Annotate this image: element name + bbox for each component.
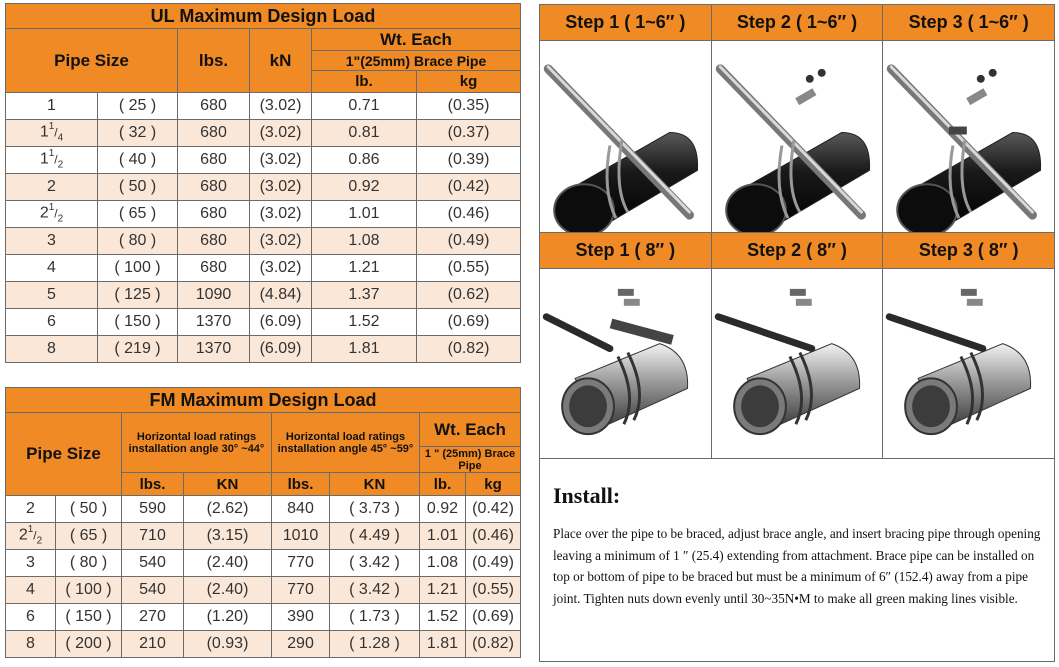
pipe-size-whole: 6 xyxy=(47,313,56,330)
pipe-size-mm-cell: ( 80 ) xyxy=(56,550,122,577)
fm-wt-each-header: Wt. Each xyxy=(420,413,521,447)
pipe-size-whole: 2 xyxy=(18,526,28,544)
weight-lb-cell: 1.08 xyxy=(312,228,417,255)
pipe-size-whole: 1 xyxy=(39,150,49,168)
lbs-45-cell: 770 xyxy=(272,577,330,604)
steps-small-images xyxy=(540,41,1054,233)
pipe-clamp-illustration xyxy=(883,41,1054,232)
table-row xyxy=(6,604,521,631)
kn-30-cell: (3.15) xyxy=(184,523,272,550)
pipe-size-mm-cell: ( 80 ) xyxy=(98,228,178,255)
fm-kn30-header: KN xyxy=(184,473,272,496)
table-row xyxy=(6,120,521,147)
lbs-30-cell: 710 xyxy=(122,523,184,550)
weight-lb-cell: 1.81 xyxy=(312,336,417,363)
lbs-30-cell: 270 xyxy=(122,604,184,631)
table-row xyxy=(6,282,521,309)
pipe-size-cell xyxy=(6,631,56,658)
pipe-size-mm-cell: ( 150 ) xyxy=(56,604,122,631)
installation-panel xyxy=(539,4,1055,662)
weight-lb-cell: 1.52 xyxy=(420,604,466,631)
pipe-size-whole: 4 xyxy=(26,581,35,598)
step-3-large-label: Step 3 ( 8″ ) xyxy=(883,233,1054,269)
pipe-size-cell xyxy=(6,336,98,363)
weight-lb-cell: 0.92 xyxy=(420,496,466,523)
kn-45-cell: ( 3.73 ) xyxy=(330,496,420,523)
pipe-size-denominator: 2 xyxy=(36,535,43,547)
pipe-size-cell xyxy=(6,174,98,201)
kn-45-cell: ( 3.42 ) xyxy=(330,577,420,604)
weight-kg-cell: (0.69) xyxy=(466,604,521,631)
ul-kg-header: kg xyxy=(417,71,521,93)
kn-cell: (3.02) xyxy=(250,201,312,228)
table-row xyxy=(6,147,521,174)
pipe-size-cell xyxy=(6,309,98,336)
fm-brace-pipe-header: 1 " (25mm) Brace Pipe xyxy=(420,447,521,473)
install-instructions: Place over the pipe to be braced, adjust brace angle, and insert bracing pipe through opening leaving a minimum of 1 ″ (25.4) extending from attachment. Brace pipe can be installed on top or bottom of pipe to be braced but must be a minimum of 6″ (152.4) away from a pipe joint. Tighten nuts down evenly until 30~35N•M to make all green making lines visible. xyxy=(553,526,1041,606)
bolt-icon xyxy=(790,289,806,296)
kn-30-cell: (2.62) xyxy=(184,496,272,523)
fm-lb-header: lb. xyxy=(420,473,466,496)
kn-cell: (4.84) xyxy=(250,282,312,309)
pipe-size-whole: 1 xyxy=(39,123,49,141)
table-row xyxy=(6,523,521,550)
table-row xyxy=(6,550,521,577)
weight-lb-cell: 1.37 xyxy=(312,282,417,309)
pipe-size-mm-cell: ( 100 ) xyxy=(98,255,178,282)
pipe-size-whole: 2 xyxy=(47,178,56,195)
kn-30-cell: (0.93) xyxy=(184,631,272,658)
pipe-inner xyxy=(912,385,950,427)
kn-30-cell: (1.20) xyxy=(184,604,272,631)
kn-30-cell: (2.40) xyxy=(184,577,272,604)
fm-kn45-header: KN xyxy=(330,473,420,496)
kn-cell: (6.09) xyxy=(250,336,312,363)
install-title: Install: xyxy=(553,483,621,508)
brace-pipe xyxy=(718,317,812,349)
tightened-nut xyxy=(949,127,967,135)
weight-kg-cell: (0.42) xyxy=(417,174,521,201)
steps-small-row xyxy=(540,5,1054,41)
weight-lb-cell: 1.21 xyxy=(420,577,466,604)
weight-kg-cell: (0.55) xyxy=(466,577,521,604)
lbs-cell: 680 xyxy=(178,147,250,174)
weight-lb-cell: 1.81 xyxy=(420,631,466,658)
weight-kg-cell: (0.62) xyxy=(417,282,521,309)
lbs-cell: 680 xyxy=(178,174,250,201)
step-2-small-image xyxy=(712,41,884,233)
pipe-size-mm-cell: ( 65 ) xyxy=(56,523,122,550)
bolt-icon xyxy=(618,289,634,296)
kn-cell: (3.02) xyxy=(250,174,312,201)
pipe-size-mm-cell: ( 32 ) xyxy=(98,120,178,147)
kn-45-cell: ( 3.42 ) xyxy=(330,550,420,577)
pipe-size-cell xyxy=(6,93,98,120)
ul-brace-pipe-header: 1"(25mm) Brace Pipe xyxy=(312,51,521,71)
weight-kg-cell: (0.42) xyxy=(466,496,521,523)
step-1-small-image xyxy=(540,41,712,233)
weight-lb-cell: 0.86 xyxy=(312,147,417,174)
lbs-30-cell: 540 xyxy=(122,550,184,577)
lbs-cell: 1370 xyxy=(178,309,250,336)
pipe-size-numerator: 1 xyxy=(48,148,55,160)
step-3-large-image xyxy=(883,269,1054,459)
pipe-size-whole: 3 xyxy=(47,232,56,249)
lbs-45-cell: 840 xyxy=(272,496,330,523)
weight-lb-cell: 1.01 xyxy=(420,523,466,550)
table-row xyxy=(6,496,521,523)
lbs-cell: 1090 xyxy=(178,282,250,309)
pipe-size-whole: 1 xyxy=(47,97,56,114)
lbs-cell: 680 xyxy=(178,93,250,120)
step-1-large-image xyxy=(540,269,712,459)
lbs-45-cell: 770 xyxy=(272,550,330,577)
pipe-size-cell xyxy=(6,523,56,550)
fraction-slash: / xyxy=(54,125,58,140)
weight-kg-cell: (0.39) xyxy=(417,147,521,174)
pipe-size-denominator: 4 xyxy=(57,132,64,144)
brace-pipe xyxy=(890,317,984,349)
pipe-size-whole: 2 xyxy=(39,204,49,222)
pipe-size-whole: 5 xyxy=(47,286,56,303)
kn-cell: (3.02) xyxy=(250,147,312,174)
step-1-large-label: Step 1 ( 8″ ) xyxy=(540,233,712,269)
bolt-icon xyxy=(796,299,812,306)
table-row xyxy=(6,228,521,255)
kn-45-cell: ( 1.73 ) xyxy=(330,604,420,631)
pipe-end xyxy=(554,184,614,232)
pipe-size-mm-cell: ( 50 ) xyxy=(56,496,122,523)
steps-large-images xyxy=(540,269,1054,459)
pipe-end xyxy=(898,184,958,232)
lbs-cell: 680 xyxy=(178,201,250,228)
brace-pipe xyxy=(546,317,610,349)
pipe-size-numerator: 1 xyxy=(27,524,34,536)
fraction-slash: / xyxy=(54,152,58,167)
ul-lb-header: lb. xyxy=(312,71,417,93)
weight-kg-cell: (0.35) xyxy=(417,93,521,120)
pipe-clamp-illustration xyxy=(540,269,711,458)
table-row xyxy=(6,93,521,120)
lbs-45-cell: 390 xyxy=(272,604,330,631)
weight-lb-cell: 0.71 xyxy=(312,93,417,120)
pipe-size-mm-cell: ( 65 ) xyxy=(98,201,178,228)
ul-pipe-size-header: Pipe Size xyxy=(6,29,178,93)
table-row xyxy=(6,309,521,336)
weight-lb-cell: 1.08 xyxy=(420,550,466,577)
pipe-size-numerator: 1 xyxy=(48,202,55,214)
pipe-size-whole: 3 xyxy=(26,554,35,571)
step-2-small-label: Step 2 ( 1~6″ ) xyxy=(712,5,884,41)
step-1-small-label: Step 1 ( 1~6″ ) xyxy=(540,5,712,41)
pipe-size-cell xyxy=(6,120,98,147)
bolt-icon xyxy=(624,299,640,306)
pipe-size-mm-cell: ( 50 ) xyxy=(98,174,178,201)
table-row xyxy=(6,336,521,363)
weight-lb-cell: 1.21 xyxy=(312,255,417,282)
pipe-size-cell xyxy=(6,255,98,282)
pipe-size-cell xyxy=(6,550,56,577)
steps-large-row xyxy=(540,233,1054,269)
pipe-size-cell xyxy=(6,147,98,174)
weight-lb-cell: 0.92 xyxy=(312,174,417,201)
pipe-size-mm-cell: ( 150 ) xyxy=(98,309,178,336)
pipe-size-cell xyxy=(6,282,98,309)
lbs-cell: 1370 xyxy=(178,336,250,363)
nut-icon xyxy=(989,69,997,77)
pipe-size-mm-cell: ( 219 ) xyxy=(98,336,178,363)
pipe-clamp-illustration xyxy=(712,269,883,458)
lbs-30-cell: 210 xyxy=(122,631,184,658)
fraction-slash: / xyxy=(33,528,37,543)
fm-design-load-table xyxy=(5,387,521,658)
pipe-size-mm-cell: ( 200 ) xyxy=(56,631,122,658)
kn-30-cell: (2.40) xyxy=(184,550,272,577)
pipe-size-cell xyxy=(6,604,56,631)
pipe-end xyxy=(726,184,786,232)
kn-cell: (3.02) xyxy=(250,228,312,255)
pipe-size-whole: 6 xyxy=(26,608,35,625)
nut-icon xyxy=(817,69,825,77)
clamp-plate xyxy=(967,88,988,105)
pipe-size-whole: 2 xyxy=(26,500,35,517)
weight-kg-cell: (0.46) xyxy=(417,201,521,228)
pipe-clamp-illustration xyxy=(712,41,883,232)
bolt-icon xyxy=(967,299,983,306)
pipe-size-denominator: 2 xyxy=(57,159,64,171)
weight-kg-cell: (0.55) xyxy=(417,255,521,282)
table-row xyxy=(6,631,521,658)
fm-pipe-size-header: Pipe Size xyxy=(6,413,122,496)
pipe-size-numerator: 1 xyxy=(48,121,55,133)
lbs-45-cell: 290 xyxy=(272,631,330,658)
clamp-plate xyxy=(795,88,816,105)
ul-lbs-header: lbs. xyxy=(178,29,250,93)
step-3-small-label: Step 3 ( 1~6″ ) xyxy=(883,5,1054,41)
kn-cell: (6.09) xyxy=(250,309,312,336)
step-2-large-label: Step 2 ( 8″ ) xyxy=(712,233,884,269)
kn-cell: (3.02) xyxy=(250,93,312,120)
fm-table-title: FM Maximum Design Load xyxy=(6,388,521,413)
pipe-clamp-illustration xyxy=(883,269,1054,458)
lbs-cell: 680 xyxy=(178,255,250,282)
weight-kg-cell: (0.82) xyxy=(466,631,521,658)
lbs-30-cell: 540 xyxy=(122,577,184,604)
table-row xyxy=(6,577,521,604)
pipe-inner xyxy=(569,385,607,427)
step-3-small-image xyxy=(883,41,1054,233)
weight-kg-cell: (0.82) xyxy=(417,336,521,363)
pipe-size-mm-cell: ( 40 ) xyxy=(98,147,178,174)
pipe-size-whole: 8 xyxy=(26,635,35,652)
ul-kn-header: kN xyxy=(250,29,312,93)
ul-table-title: UL Maximum Design Load xyxy=(6,4,521,29)
clamp-plate xyxy=(610,319,674,345)
kn-cell: (3.02) xyxy=(250,255,312,282)
step-2-large-image xyxy=(712,269,884,459)
pipe-size-cell xyxy=(6,228,98,255)
table-row xyxy=(6,255,521,282)
weight-kg-cell: (0.69) xyxy=(417,309,521,336)
pipe-size-cell xyxy=(6,577,56,604)
nut-icon xyxy=(805,75,813,83)
weight-kg-cell: (0.37) xyxy=(417,120,521,147)
fm-ratings-45-header: Horizontal load ratings installation angle 45° ~59° xyxy=(272,413,420,473)
table-row xyxy=(6,174,521,201)
bolt-icon xyxy=(961,289,977,296)
table-row xyxy=(6,201,521,228)
pipe-size-denominator: 2 xyxy=(57,213,64,225)
lbs-cell: 680 xyxy=(178,228,250,255)
pipe-size-mm-cell: ( 125 ) xyxy=(98,282,178,309)
ul-wt-each-header: Wt. Each xyxy=(312,29,521,51)
pipe-size-cell xyxy=(6,201,98,228)
ul-design-load-table xyxy=(5,3,521,363)
fraction-slash: / xyxy=(54,206,58,221)
kn-45-cell: ( 4.49 ) xyxy=(330,523,420,550)
fm-lbs45-header: lbs. xyxy=(272,473,330,496)
fm-kg-header: kg xyxy=(466,473,521,496)
weight-lb-cell: 1.01 xyxy=(312,201,417,228)
pipe-size-cell xyxy=(6,496,56,523)
pipe-size-mm-cell: ( 25 ) xyxy=(98,93,178,120)
weight-lb-cell: 0.81 xyxy=(312,120,417,147)
lbs-30-cell: 590 xyxy=(122,496,184,523)
kn-cell: (3.02) xyxy=(250,120,312,147)
weight-kg-cell: (0.49) xyxy=(466,550,521,577)
lbs-cell: 680 xyxy=(178,120,250,147)
weight-lb-cell: 1.52 xyxy=(312,309,417,336)
fm-ratings-30-header: Horizontal load ratings installation angle 30° ~44° xyxy=(122,413,272,473)
weight-kg-cell: (0.49) xyxy=(417,228,521,255)
lbs-45-cell: 1010 xyxy=(272,523,330,550)
nut-icon xyxy=(977,75,985,83)
kn-45-cell: ( 1.28 ) xyxy=(330,631,420,658)
fm-lbs30-header: lbs. xyxy=(122,473,184,496)
pipe-inner xyxy=(741,385,779,427)
weight-kg-cell: (0.46) xyxy=(466,523,521,550)
pipe-size-whole: 8 xyxy=(47,340,56,357)
pipe-size-whole: 4 xyxy=(47,259,56,276)
pipe-clamp-illustration xyxy=(540,41,711,232)
pipe-size-mm-cell: ( 100 ) xyxy=(56,577,122,604)
